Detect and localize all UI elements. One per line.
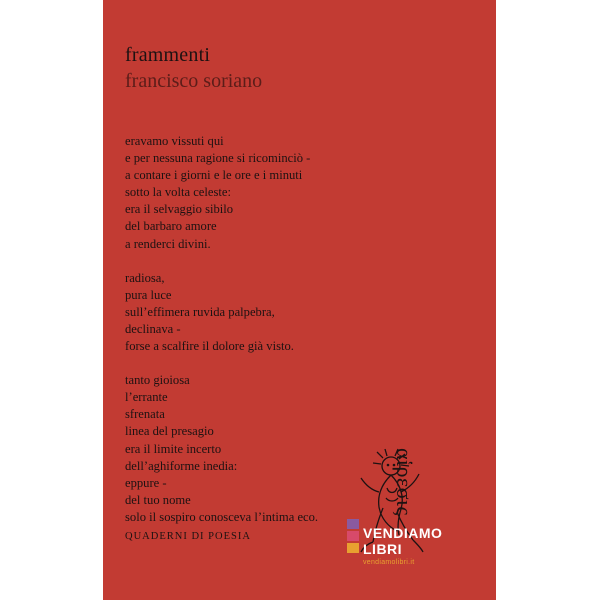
poem-line: forse a scalfire il dolore già visto. (125, 339, 294, 354)
publisher-logo: αἱρεσις (392, 448, 417, 516)
book-author: francisco soriano (125, 70, 263, 92)
badge-stripe (347, 519, 359, 529)
poem-line: linea del presagio (125, 424, 214, 439)
poem-line: tanto gioiosa (125, 373, 190, 388)
book-cover (103, 0, 496, 600)
badge-stripe (347, 531, 359, 541)
series-label: QUADERNI DI POESIA (125, 531, 251, 542)
badge-stripe (347, 543, 359, 553)
poem-line: sotto la volta celeste: (125, 185, 231, 200)
poem-line: era il limite incerto (125, 441, 222, 456)
watermark-badge (347, 519, 443, 591)
watermark-line3: vendiamolibri.it (363, 559, 415, 566)
poem-line: del tuo nome (125, 492, 191, 507)
watermark-line2: LIBRI (363, 541, 403, 557)
poem-line: sfrenata (125, 407, 165, 422)
poem-line: solo il sospiro conosceva l’intima eco. (125, 509, 319, 524)
book-title: frammenti (125, 44, 211, 66)
poem-line: pura luce (125, 287, 172, 302)
badge-stripes (347, 519, 359, 579)
poem-line: e per nessuna ragione si ricominciò - (125, 151, 311, 166)
poem-line: era il selvaggio sibilo (125, 202, 234, 217)
poem-stanza (125, 372, 318, 526)
poem-stanza (125, 270, 318, 355)
poem-line: del barbaro amore (125, 219, 217, 234)
poem-line: eppure - (125, 475, 167, 490)
poem-line: sull’effimera ruvida palpebra, (125, 304, 275, 319)
poem-line: radiosa, (125, 270, 165, 285)
poem-line: a renderci divini. (125, 236, 211, 251)
poem-stanza (125, 133, 318, 253)
poem-line: dell’aghiforme inedia: (125, 458, 238, 473)
poem-line: eravamo vissuti qui (125, 134, 224, 148)
poem-line: declinava - (125, 321, 181, 336)
poem-line: a contare i giorni e le ore e i minuti (125, 168, 303, 183)
watermark-line1: VENDIAMO (363, 525, 443, 541)
poem-text (125, 133, 318, 543)
poem-line: l’errante (125, 390, 168, 405)
